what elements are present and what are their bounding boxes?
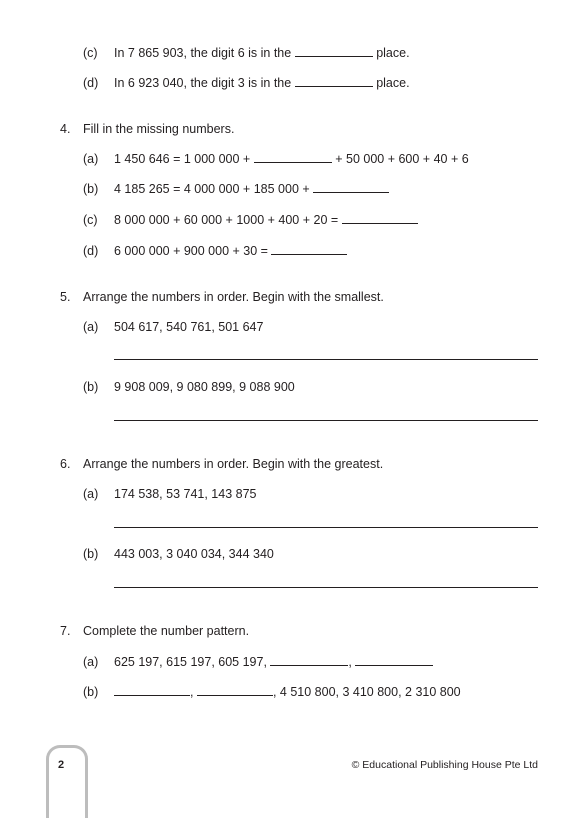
q5b-numbers: 9 908 009, 9 080 899, 9 088 900 — [114, 380, 295, 394]
q7b-blank-1[interactable] — [114, 684, 190, 696]
q5b-label: (b) — [83, 380, 99, 394]
q4-title: Fill in the missing numbers. — [83, 122, 235, 136]
q3d-label: (d) — [83, 76, 99, 90]
q4d-blank[interactable] — [271, 243, 347, 255]
q6a-numbers: 174 538, 53 741, 143 875 — [114, 487, 257, 501]
q4a-text — [114, 151, 469, 167]
q4a-before: 1 450 646 = 1 000 000 + — [114, 152, 251, 166]
q7a-sep: , — [348, 655, 352, 669]
q3c-after: place. — [376, 46, 410, 60]
q4b-before: 4 185 265 = 4 000 000 + 185 000 + — [114, 182, 310, 196]
q3c-before: In 7 865 903, the digit 6 is in the — [114, 46, 292, 60]
q6b-label: (b) — [83, 547, 99, 561]
q5-number: 5. — [60, 290, 71, 304]
q7a-text — [114, 654, 433, 670]
copyright-notice: © Educational Publishing House Pte Ltd — [351, 759, 538, 771]
q4a-blank[interactable] — [254, 151, 332, 163]
q3d-before: In 6 923 040, the digit 3 is in the — [114, 76, 292, 90]
q5a-label: (a) — [83, 320, 99, 334]
q4-number: 4. — [60, 122, 71, 136]
q7b-blank-2[interactable] — [197, 684, 273, 696]
q7b-after: , 4 510 800, 3 410 800, 2 310 800 — [272, 685, 461, 699]
page-number: 2 — [58, 759, 65, 771]
q4b-blank[interactable] — [313, 181, 389, 193]
q7-title: Complete the number pattern. — [83, 624, 250, 638]
q6-title: Arrange the numbers in order. Begin with the greatest. — [83, 457, 384, 471]
q5-title: Arrange the numbers in order. Begin with the smallest. — [83, 290, 384, 304]
q4d-before: 6 000 000 + 900 000 + 30 = — [114, 244, 268, 258]
q4c-blank[interactable] — [342, 212, 418, 224]
q7a-blank-1[interactable] — [270, 654, 348, 666]
q6-number: 6. — [60, 457, 71, 471]
q6b-answer-line[interactable] — [114, 587, 538, 588]
q3c-label: (c) — [83, 46, 98, 60]
q4c-text — [114, 212, 418, 228]
q6a-label: (a) — [83, 487, 99, 501]
q7b-sep: , — [190, 685, 194, 699]
q4d-label: (d) — [83, 244, 99, 258]
q5b-answer-line[interactable] — [114, 420, 538, 421]
q4c-before: 8 000 000 + 60 000 + 1000 + 400 + 20 = — [114, 213, 339, 227]
q4b-label: (b) — [83, 182, 99, 196]
q7b-label: (b) — [83, 685, 99, 699]
q7a-label: (a) — [83, 655, 99, 669]
q7b-text — [114, 684, 461, 700]
q4a-label: (a) — [83, 152, 99, 166]
page-number-tab — [46, 745, 88, 818]
q6b-numbers: 443 003, 3 040 034, 344 340 — [114, 547, 274, 561]
q4a-after: + 50 000 + 600 + 40 + 6 — [335, 152, 469, 166]
q7a-blank-2[interactable] — [355, 654, 433, 666]
q4d-text — [114, 243, 347, 259]
q3d-blank[interactable] — [295, 75, 373, 87]
q5a-answer-line[interactable] — [114, 359, 538, 360]
q5a-numbers: 504 617, 540 761, 501 647 — [114, 320, 264, 334]
q6a-answer-line[interactable] — [114, 527, 538, 528]
q3c-text — [114, 45, 410, 61]
q4b-text — [114, 181, 389, 197]
q3d-after: place. — [376, 76, 410, 90]
q3d-text — [114, 75, 410, 91]
q3c-blank[interactable] — [295, 45, 373, 57]
q7-number: 7. — [60, 624, 71, 638]
q7a-before: 625 197, 615 197, 605 197, — [114, 655, 267, 669]
q4c-label: (c) — [83, 213, 98, 227]
